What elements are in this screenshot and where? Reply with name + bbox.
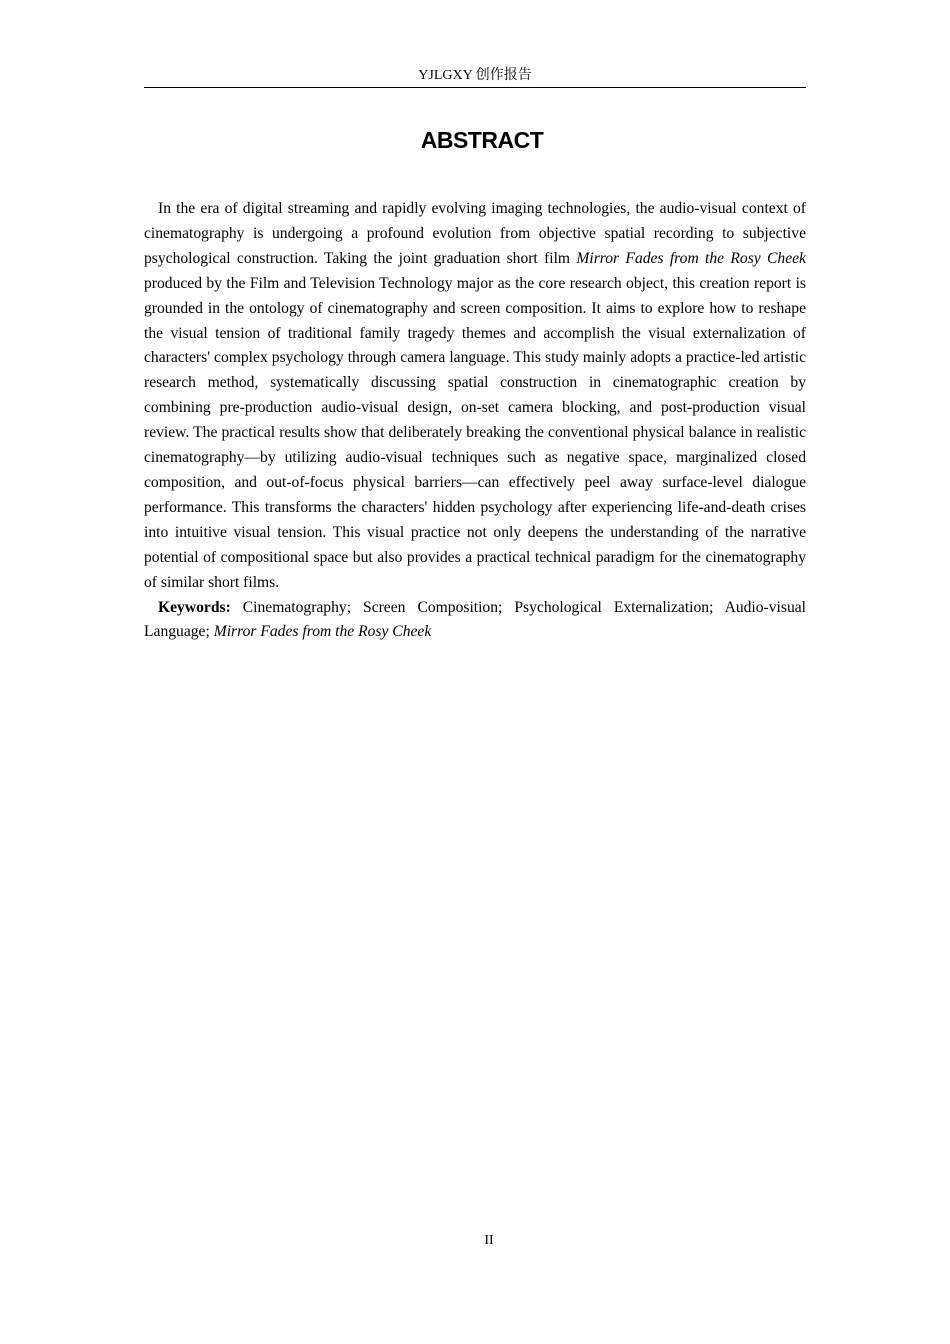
film-title: Mirror Fades from the Rosy Cheek: [576, 249, 806, 267]
keywords-list: Cinematography; Screen Composition; Psychological Externalization; Audio-visual Language;: [144, 598, 806, 641]
abstract-body: [144, 197, 806, 645]
keywords-paragraph: [144, 596, 806, 646]
abstract-text-part2: produced by the Film and Television Technology major as the core research object, this creation report is grounded in the ontology of cinematography and screen composition. It aims to explore how to reshape the visual tension of traditional family tragedy themes and accomplish the visual externalization of characters' complex psychology through camera language. This study mainly adopts a practice-led artistic research method, systematically discussing spatial construction in cinematographic creation by combining pre-production audio-visual design, on-set camera blocking, and post-production visual review. The practical results show that deliberately breaking the conventional physical balance in realistic cinematography—by utilizing audio-visual techniques such as negative space, marginalized closed composition, and out-of-focus physical barriers—can effectively peel away surface-level dialogue performance. This transforms the characters' hidden psychology after experiencing life-and-death crises into intuitive visual tension. This visual practice not only deepens the understanding of the narrative potential of compositional space but also provides a practical technical paradigm for the cinematography of similar short films.: [144, 274, 806, 591]
keywords-label: Keywords:: [158, 598, 231, 616]
abstract-paragraph: [144, 197, 806, 596]
page-header: YJLGXY 创作报告: [418, 68, 532, 83]
abstract-text-part1: In the era of digital streaming and rapidly evolving imaging technologies, the audio-visual context of cinematography is undergoing a profound evolution from objective spatial recording to subjective psychological construction. Taking the joint graduation short film: [144, 200, 806, 267]
keywords-film-title: Mirror Fades from the Rosy Cheek: [213, 623, 432, 641]
header-rule: [144, 87, 806, 88]
page-number: II: [484, 1233, 494, 1248]
abstract-title: ABSTRACT: [420, 127, 544, 153]
